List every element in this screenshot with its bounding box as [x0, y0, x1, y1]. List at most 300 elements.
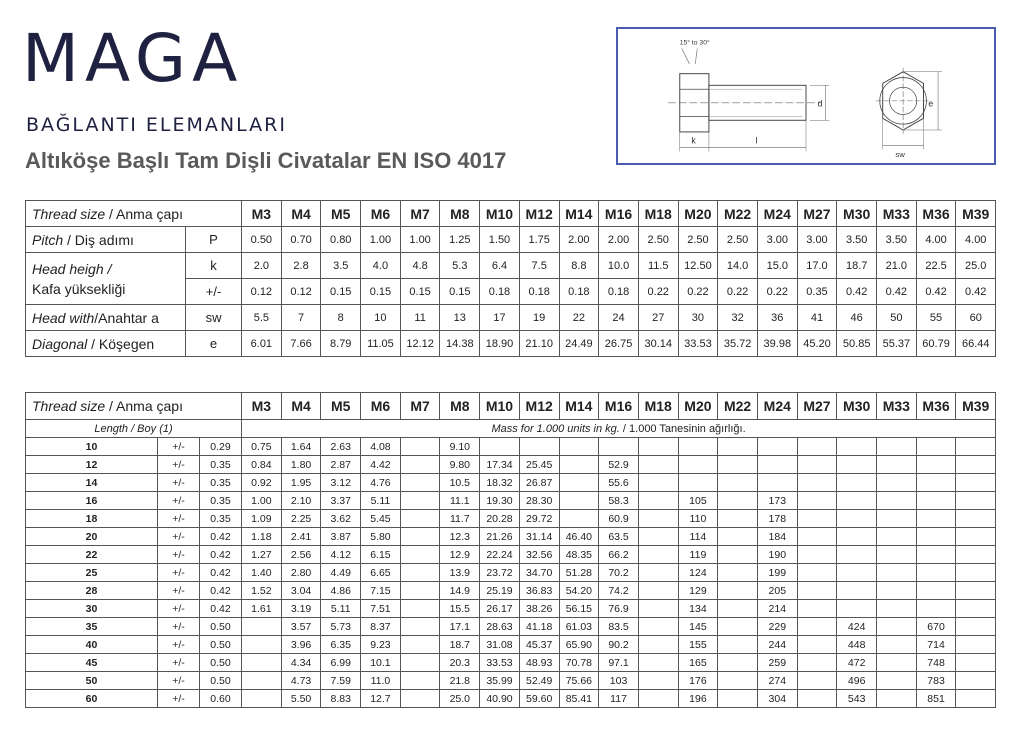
head-height-label: Head heigh / [32, 260, 112, 277]
mass-value [877, 564, 917, 582]
mass-value: 2.10 [281, 492, 321, 510]
mass-value [638, 528, 678, 546]
spec-value: 14.38 [440, 331, 480, 357]
spec-value: 0.42 [877, 279, 917, 305]
spec-value: 2.0 [242, 253, 282, 279]
mass-value [956, 492, 996, 510]
mass-value [837, 582, 877, 600]
mass-value: 18.32 [480, 474, 520, 492]
tolerance-sign: +/- [158, 636, 200, 654]
size-header: M30 [837, 393, 877, 420]
mass-value: 19.30 [480, 492, 520, 510]
size-header: M6 [361, 201, 401, 227]
spec-value: 4.00 [956, 227, 996, 253]
spec-symbol: P [186, 227, 242, 253]
mass-value: 145 [678, 618, 718, 636]
mass-value: 7.15 [361, 582, 401, 600]
mass-value: 184 [757, 528, 797, 546]
mass-row [26, 510, 996, 528]
mass-value: 29.72 [519, 510, 559, 528]
spec-value: 25.0 [956, 253, 996, 279]
spec-value: 50 [877, 305, 917, 331]
mass-value [916, 582, 956, 600]
spec-value: 0.15 [440, 279, 480, 305]
mass-value [242, 636, 282, 654]
mass-value [400, 438, 440, 456]
mass-value: 5.80 [361, 528, 401, 546]
mass-row [26, 654, 996, 672]
size-header: M4 [281, 393, 321, 420]
mass-value: 97.1 [599, 654, 639, 672]
mass-value: 52.49 [519, 672, 559, 690]
spec-value: 21.10 [519, 331, 559, 357]
mass-value [877, 474, 917, 492]
kafa-yuksekligi-label: Kafa yüksekliği [32, 280, 126, 297]
tolerance-value: 0.35 [200, 492, 242, 510]
spec-value: 19 [519, 305, 559, 331]
mass-value [599, 438, 639, 456]
mass-value [638, 672, 678, 690]
mass-value: 0.75 [242, 438, 282, 456]
mass-value [400, 564, 440, 582]
spec-value: 14.0 [718, 253, 758, 279]
mass-value: 60.9 [599, 510, 639, 528]
mass-value [916, 528, 956, 546]
spec-value: 2.50 [678, 227, 718, 253]
tolerance-value: 0.50 [200, 618, 242, 636]
mass-value [400, 582, 440, 600]
spec-value: 0.15 [361, 279, 401, 305]
size-header: M10 [480, 201, 520, 227]
mass-value [400, 546, 440, 564]
mass-value: 114 [678, 528, 718, 546]
size-header: M14 [559, 393, 599, 420]
spec-value: 0.18 [480, 279, 520, 305]
mass-row [26, 582, 996, 600]
spec-value: 0.18 [519, 279, 559, 305]
mass-value: 2.63 [321, 438, 361, 456]
spec-label-plain: / Köşegen [87, 335, 155, 352]
mass-row [26, 564, 996, 582]
spec-value: 1.50 [480, 227, 520, 253]
length-value: 14 [26, 474, 158, 492]
mass-value [480, 438, 520, 456]
mass-value: 11.7 [440, 510, 480, 528]
mass-value: 17.34 [480, 456, 520, 474]
mass-value [718, 672, 758, 690]
tolerance-value: 0.50 [200, 636, 242, 654]
spec-value: 0.42 [956, 279, 996, 305]
mass-value [956, 690, 996, 708]
mass-value [638, 510, 678, 528]
mass-value: 199 [757, 564, 797, 582]
mass-value [797, 474, 837, 492]
spec-value: 6.4 [480, 253, 520, 279]
spec-value: 13 [440, 305, 480, 331]
mass-value: 54.20 [559, 582, 599, 600]
mass-value [718, 474, 758, 492]
spec-value: 8 [321, 305, 361, 331]
mass-value [877, 600, 917, 618]
spec-value: 5.3 [440, 253, 480, 279]
spec-value: 0.70 [281, 227, 321, 253]
spec-value: 0.15 [321, 279, 361, 305]
mass-value [400, 636, 440, 654]
mass-value: 129 [678, 582, 718, 600]
thread-size-label: Thread size [32, 398, 106, 414]
size-header: M39 [956, 201, 996, 227]
mass-row [26, 618, 996, 636]
size-header: M18 [638, 393, 678, 420]
mass-value: 35.99 [480, 672, 520, 690]
spec-row [26, 305, 996, 331]
spec-label-plain: /Anahtar a [94, 309, 159, 326]
mass-value: 48.93 [519, 654, 559, 672]
mass-value [678, 438, 718, 456]
mass-value [400, 690, 440, 708]
mass-value: 9.10 [440, 438, 480, 456]
spec-value: 0.22 [678, 279, 718, 305]
size-header: M5 [321, 201, 361, 227]
bolt-drawing-svg [618, 29, 994, 163]
mass-value [797, 510, 837, 528]
length-value: 22 [26, 546, 158, 564]
mass-row [26, 438, 996, 456]
label-d: d [817, 98, 823, 109]
size-header: M8 [440, 393, 480, 420]
spec-value: 22 [559, 305, 599, 331]
spec-value: 0.42 [837, 279, 877, 305]
mass-value: 70.78 [559, 654, 599, 672]
mass-value [718, 528, 758, 546]
mass-value: 8.37 [361, 618, 401, 636]
mass-value [877, 456, 917, 474]
mass-value [400, 600, 440, 618]
tolerance-value: 0.42 [200, 582, 242, 600]
mass-value: 70.2 [599, 564, 639, 582]
spec-value: 26.75 [599, 331, 639, 357]
mass-value: 26.17 [480, 600, 520, 618]
mass-value: 165 [678, 654, 718, 672]
tolerance-sign: +/- [158, 492, 200, 510]
label-k: k [691, 135, 696, 146]
mass-value [718, 546, 758, 564]
spec-value: 2.00 [559, 227, 599, 253]
mass-value: 10.5 [440, 474, 480, 492]
mass-value [718, 654, 758, 672]
tolerance-value: 0.35 [200, 474, 242, 492]
mass-value [877, 690, 917, 708]
mass-value [638, 600, 678, 618]
mass-value: 33.53 [480, 654, 520, 672]
length-value: 40 [26, 636, 158, 654]
mass-value: 4.42 [361, 456, 401, 474]
size-header: M3 [242, 393, 282, 420]
spec-value: 4.8 [400, 253, 440, 279]
mass-value: 4.86 [321, 582, 361, 600]
mass-value: 6.65 [361, 564, 401, 582]
mass-value: 20.28 [480, 510, 520, 528]
mass-value: 3.37 [321, 492, 361, 510]
mass-value: 45.37 [519, 636, 559, 654]
spec-row [26, 227, 996, 253]
mass-value [956, 456, 996, 474]
mass-value: 63.5 [599, 528, 639, 546]
tolerance-value: 0.60 [200, 690, 242, 708]
mass-value [956, 564, 996, 582]
mass-value: 76.9 [599, 600, 639, 618]
spec-value: 60.79 [916, 331, 956, 357]
mass-header [242, 420, 996, 438]
mass-value: 9.80 [440, 456, 480, 474]
mass-value: 18.7 [440, 636, 480, 654]
spec-value: 7.5 [519, 253, 559, 279]
mass-value: 41.18 [519, 618, 559, 636]
mass-value [956, 438, 996, 456]
mass-value [718, 456, 758, 474]
spec-value: 0.50 [242, 227, 282, 253]
spec-value: 24.49 [559, 331, 599, 357]
tolerance-sign: +/- [158, 618, 200, 636]
mass-value: 2.25 [281, 510, 321, 528]
mass-value: 176 [678, 672, 718, 690]
mass-value [956, 528, 996, 546]
mass-value [877, 582, 917, 600]
spec-value: 3.50 [837, 227, 877, 253]
mass-value: 2.41 [281, 528, 321, 546]
mass-value [242, 690, 282, 708]
size-header: M39 [956, 393, 996, 420]
brand-name: MAGA [22, 20, 244, 97]
mass-value: 1.27 [242, 546, 282, 564]
spec-value: 18.90 [480, 331, 520, 357]
spec-value: 0.18 [559, 279, 599, 305]
spec-value: 10.0 [599, 253, 639, 279]
spec-value: 1.00 [400, 227, 440, 253]
mass-value [916, 438, 956, 456]
mass-value: 1.61 [242, 600, 282, 618]
mass-value [916, 546, 956, 564]
mass-value [797, 654, 837, 672]
mass-value: 205 [757, 582, 797, 600]
length-value: 20 [26, 528, 158, 546]
spec-value: 36 [757, 305, 797, 331]
length-value: 28 [26, 582, 158, 600]
spec-value: 10 [361, 305, 401, 331]
mass-value: 61.03 [559, 618, 599, 636]
tolerance-sign: +/- [158, 546, 200, 564]
mass-value: 48.35 [559, 546, 599, 564]
mass-value: 55.6 [599, 474, 639, 492]
mass-value [797, 438, 837, 456]
mass-value: 28.30 [519, 492, 559, 510]
mass-value [718, 582, 758, 600]
mass-value: 4.76 [361, 474, 401, 492]
size-header: M36 [916, 393, 956, 420]
spec-value: 12.12 [400, 331, 440, 357]
mass-value: 543 [837, 690, 877, 708]
mass-row [26, 600, 996, 618]
mass-value: 5.11 [321, 600, 361, 618]
mass-value [877, 510, 917, 528]
spec-value: 11.5 [638, 253, 678, 279]
spec-value: 55.37 [877, 331, 917, 357]
mass-value [718, 636, 758, 654]
tolerance-value: 0.35 [200, 456, 242, 474]
mass-value: 134 [678, 600, 718, 618]
tolerance-sign: +/- [158, 582, 200, 600]
mass-value: 3.12 [321, 474, 361, 492]
mass-row [26, 474, 996, 492]
mass-value [956, 636, 996, 654]
label-e: e [928, 98, 934, 109]
mass-value: 26.87 [519, 474, 559, 492]
spec-value: 35.72 [718, 331, 758, 357]
mass-value: 21.26 [480, 528, 520, 546]
mass-row [26, 456, 996, 474]
mass-value [877, 672, 917, 690]
mass-value: 32.56 [519, 546, 559, 564]
mass-value [837, 528, 877, 546]
spec-value: 3.00 [797, 227, 837, 253]
tolerance-sign: +/- [158, 474, 200, 492]
size-header: M14 [559, 201, 599, 227]
size-header: M20 [678, 393, 718, 420]
mass-value: 58.3 [599, 492, 639, 510]
size-header: M4 [281, 201, 321, 227]
mass-value: 244 [757, 636, 797, 654]
spec-value: 1.75 [519, 227, 559, 253]
mass-value: 10.1 [361, 654, 401, 672]
mass-value: 15.5 [440, 600, 480, 618]
spec-label-italic: Pitch [32, 231, 64, 248]
mass-value: 190 [757, 546, 797, 564]
spec-value: 2.00 [599, 227, 639, 253]
mass-value [877, 618, 917, 636]
spec-value: 0.12 [242, 279, 282, 305]
tolerance-value: 0.50 [200, 672, 242, 690]
mass-value [718, 600, 758, 618]
mass-value [559, 456, 599, 474]
mass-value [638, 456, 678, 474]
mass-value [638, 474, 678, 492]
mass-value [638, 636, 678, 654]
spec-value: 2.50 [638, 227, 678, 253]
length-value: 10 [26, 438, 158, 456]
mass-value: 2.56 [281, 546, 321, 564]
mass-value: 1.40 [242, 564, 282, 582]
label-sw: sw [895, 150, 905, 160]
spec-value: 0.35 [797, 279, 837, 305]
mass-value [718, 564, 758, 582]
spec-value: 5.5 [242, 305, 282, 331]
spec-label-italic: Diagonal [32, 335, 88, 352]
label-l: l [755, 135, 758, 146]
spec-value: 3.50 [877, 227, 917, 253]
mass-value: 0.84 [242, 456, 282, 474]
mass-value: 31.08 [480, 636, 520, 654]
mass-value: 25.19 [480, 582, 520, 600]
anma-capi-label: / Anma çapı [105, 398, 183, 414]
tolerance-value: 0.42 [200, 546, 242, 564]
mass-value: 40.90 [480, 690, 520, 708]
spec-value: 8.8 [559, 253, 599, 279]
mass-value: 4.12 [321, 546, 361, 564]
mass-value: 38.26 [519, 600, 559, 618]
mass-value: 124 [678, 564, 718, 582]
mass-value: 2.80 [281, 564, 321, 582]
mass-value: 155 [678, 636, 718, 654]
size-header: M12 [519, 393, 559, 420]
mass-table [25, 392, 996, 708]
spec-value: 1.00 [361, 227, 401, 253]
spec-value: 0.22 [757, 279, 797, 305]
mass-value [916, 600, 956, 618]
spec-value: 3.00 [757, 227, 797, 253]
anma-capi-label: / Anma çapı [105, 205, 183, 222]
spec-value: 27 [638, 305, 678, 331]
mass-value: 173 [757, 492, 797, 510]
mass-value: 748 [916, 654, 956, 672]
mass-value: 5.50 [281, 690, 321, 708]
mass-value: 65.90 [559, 636, 599, 654]
mass-value [638, 438, 678, 456]
mass-value: 5.11 [361, 492, 401, 510]
size-header: M27 [797, 393, 837, 420]
mass-value: 25.45 [519, 456, 559, 474]
mass-value [797, 582, 837, 600]
spec-value: 17.0 [797, 253, 837, 279]
mass-value: 1.95 [281, 474, 321, 492]
spec-value: 11 [400, 305, 440, 331]
length-value: 50 [26, 672, 158, 690]
mass-value: 103 [599, 672, 639, 690]
spec-value: 66.44 [956, 331, 996, 357]
mass-value: 110 [678, 510, 718, 528]
spec-value: 11.05 [361, 331, 401, 357]
mass-value: 6.35 [321, 636, 361, 654]
mass-value [797, 672, 837, 690]
spec-value: 0.18 [599, 279, 639, 305]
tolerance-value: 0.50 [200, 654, 242, 672]
mass-row [26, 672, 996, 690]
size-header: M10 [480, 393, 520, 420]
spec-header-label [26, 201, 242, 227]
mass-value [797, 546, 837, 564]
mass-value [956, 654, 996, 672]
mass-value: 12.7 [361, 690, 401, 708]
mass-subheader-row [26, 420, 996, 438]
mass-value [400, 672, 440, 690]
spec-value: 18.7 [837, 253, 877, 279]
mass-value: 12.9 [440, 546, 480, 564]
mass-value [678, 456, 718, 474]
spec-value: 60 [956, 305, 996, 331]
length-value: 30 [26, 600, 158, 618]
mass-value [400, 456, 440, 474]
mass-value: 117 [599, 690, 639, 708]
mass-value: 5.45 [361, 510, 401, 528]
size-header: M7 [400, 393, 440, 420]
mass-value: 11.1 [440, 492, 480, 510]
mass-value: 1.52 [242, 582, 282, 600]
mass-value [400, 492, 440, 510]
tolerance-value: 0.42 [200, 564, 242, 582]
mass-value: 13.9 [440, 564, 480, 582]
spec-value: 0.80 [321, 227, 361, 253]
mass-header-row [26, 393, 996, 420]
spec-symbol: e [186, 331, 242, 357]
